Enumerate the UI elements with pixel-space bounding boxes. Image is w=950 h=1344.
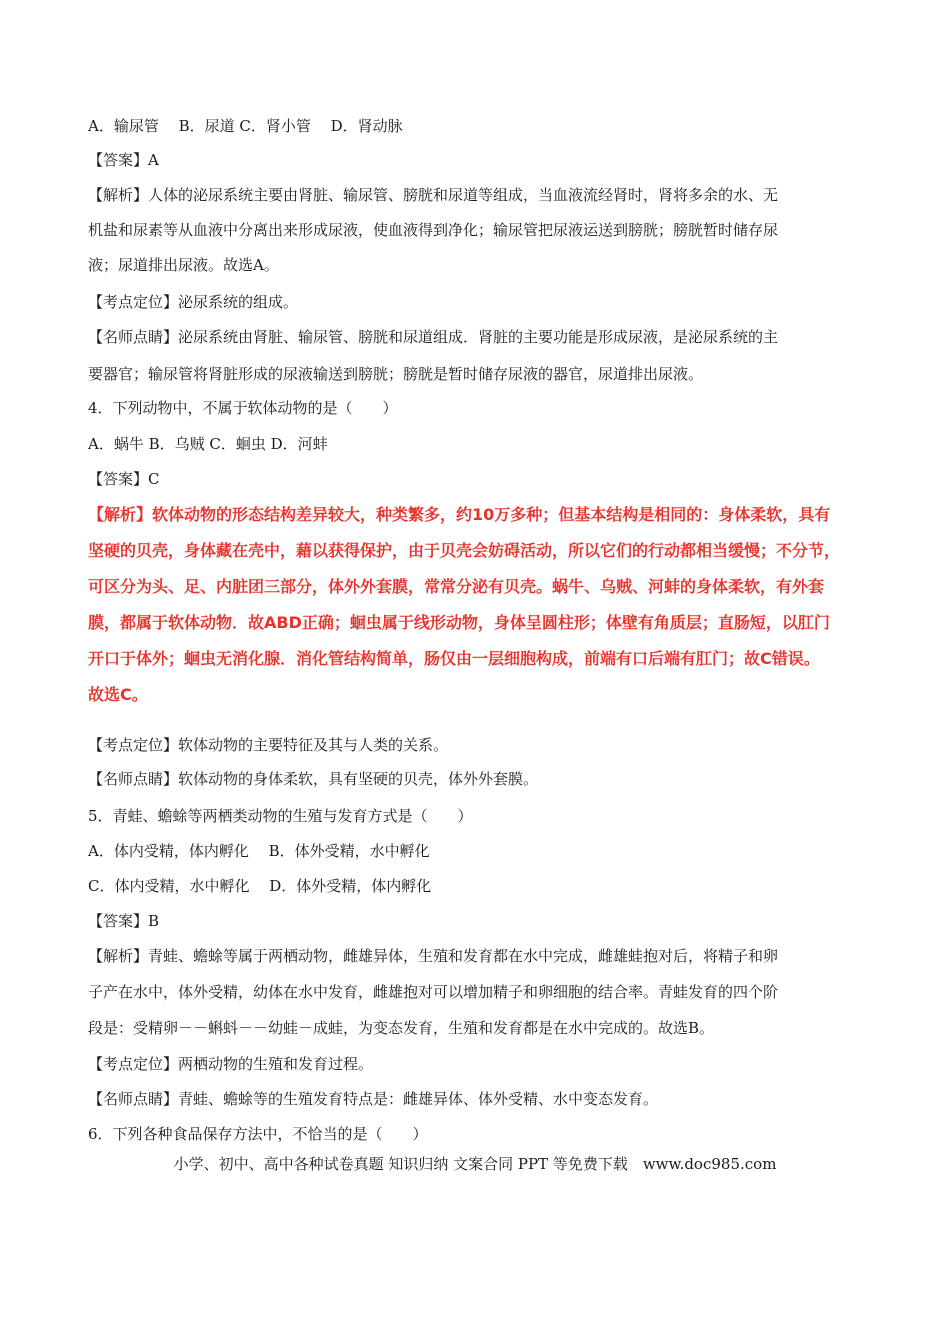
q3-analysis-line-1: 【解析】人体的泌尿系统主要由肾脏、输尿管、膀胱和尿道等组成，当血液流经肾时，肾将多余的水、无 (88, 186, 779, 204)
q3-tip-line-2: 要器官；输尿管将肾脏形成的尿液输送到膀胱；膀胱是暂时储存尿液的器官，尿道排出尿液。 (88, 365, 704, 383)
q4-topic: 【考点定位】软体动物的主要特征及其与人类的关系。 (88, 736, 449, 754)
q5-answer: 【答案】B (88, 912, 160, 930)
q4-analysis-line-4: 膜，都属于软体动物．故ABD正确；蛔虫属于线形动物，身体呈圆柱形；体壁有角质层；直肠短，以肛门 (88, 613, 830, 632)
q3-analysis-line-2: 机盐和尿素等从血液中分离出来形成尿液，使血液得到净化；输尿管把尿液运送到膀胱；膀胱暂时储存尿 (88, 221, 779, 239)
q4-analysis-line-2: 坚硬的贝壳，身体藏在壳中，藉以获得保护，由于贝壳会妨碍活动，所以它们的行动都相当缓慢；不分节， (88, 541, 841, 560)
q4-question: 4．下列动物中，不属于软体动物的是（ ） (88, 399, 398, 417)
q6-question: 6．下列各种食品保存方法中，不恰当的是（ ） (88, 1125, 428, 1143)
q5-analysis-line-3: 段是：受精卵－－蝌蚪－－幼蛙－成蛙，为变态发育，生殖和发育都是在水中完成的。故选B。 (88, 1019, 715, 1037)
q5-topic: 【考点定位】两栖动物的生殖和发育过程。 (88, 1055, 374, 1073)
q4-analysis-line-6: 故选C。 (88, 685, 148, 704)
q5-options-cd: C．体内受精，水中孵化 D．体外受精，体内孵化 (88, 877, 432, 895)
q5-options-ab: A．体内受精，体内孵化 B．体外受精，水中孵化 (88, 842, 430, 860)
q3-answer: 【答案】A (88, 151, 159, 169)
q5-tip: 【名师点睛】青蛙、蟾蜍等的生殖发育特点是：雌雄异体、体外受精、水中变态发育。 (88, 1090, 659, 1108)
q3-analysis-line-3: 液；尿道排出尿液。故选A。 (88, 256, 279, 274)
page-footer: 小学、初中、高中各种试卷真题 知识归纳 文案合同 PPT 等免费下载 www.doc985.com (173, 1155, 777, 1173)
q4-answer: 【答案】C (88, 470, 160, 488)
q5-analysis-line-1: 【解析】青蛙、蟾蜍等属于两栖动物，雌雄异体，生殖和发育都在水中完成，雌雄蛙抱对后，将精子和卵 (88, 947, 779, 965)
q4-tip: 【名师点睛】软体动物的身体柔软，具有坚硬的贝壳，体外外套膜。 (88, 770, 539, 788)
q3-options: A．输尿管 B．尿道 C．肾小管 D．肾动脉 (88, 117, 403, 135)
q4-analysis-line-3: 可区分为头、足、内脏团三部分，体外外套膜，常常分泌有贝壳。蜗牛、乌贼、河蚌的身体柔软，有外套 (88, 577, 825, 596)
q5-question: 5．青蛙、蟾蜍等两栖类动物的生殖与发育方式是（ ） (88, 807, 473, 825)
q5-analysis-line-2: 子产在水中，体外受精，幼体在水中发育，雌雄抱对可以增加精子和卵细胞的结合率。青蛙发育的四个阶 (88, 983, 779, 1001)
q3-topic: 【考点定位】泌尿系统的组成。 (88, 293, 299, 311)
q4-analysis-line-1: 【解析】软体动物的形态结构差异较大，种类繁多，约10万多种；但基本结构是相同的：身体柔软，具有 (88, 505, 831, 524)
q4-options: A．蜗牛 B．乌贼 C．蛔虫 D．河蚌 (88, 435, 328, 453)
q3-tip-line-1: 【名师点睛】泌尿系统由肾脏、输尿管、膀胱和尿道组成．肾脏的主要功能是形成尿液，是泌尿系统的主 (88, 328, 779, 346)
q4-analysis-line-5: 开口于体外；蛔虫无消化腺．消化管结构简单，肠仅由一层细胞构成，前端有口后端有肛门；故C错误。 (88, 649, 820, 668)
